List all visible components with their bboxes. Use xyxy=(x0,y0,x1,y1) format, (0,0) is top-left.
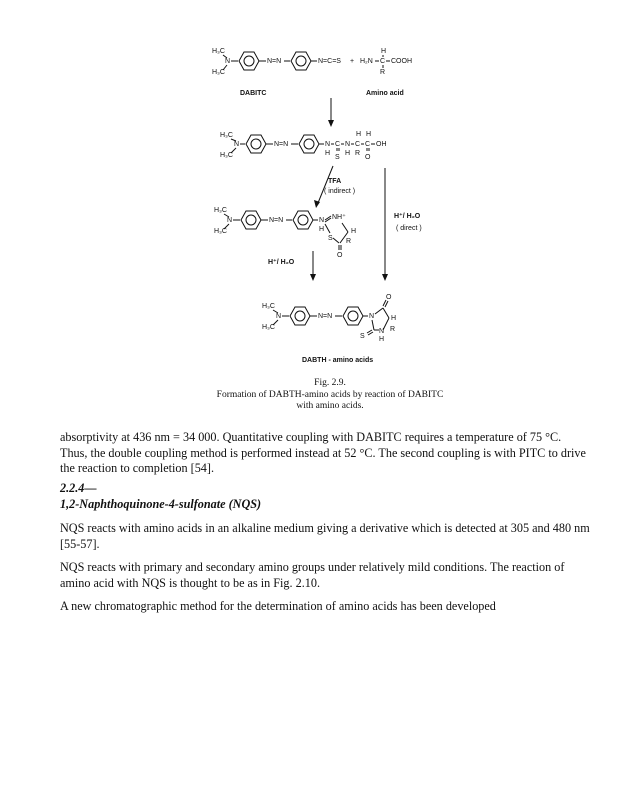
svg-text:O: O xyxy=(337,252,343,259)
caption-line-1: Formation of DABTH-amino acids by reaction of DABITC xyxy=(216,389,444,400)
svg-text:H₃C: H₃C xyxy=(220,152,233,159)
caption-line-2: with amino acids. xyxy=(296,401,364,411)
amino-acid-label: Amino acid xyxy=(366,90,404,97)
svg-text:N: N xyxy=(319,217,325,224)
svg-text:N=N: N=N xyxy=(274,141,289,148)
svg-text:NH⁺: NH⁺ xyxy=(332,214,346,221)
section-heading xyxy=(60,481,590,512)
svg-text:S: S xyxy=(335,154,340,161)
svg-text:OH: OH xyxy=(376,141,387,148)
svg-text:H: H xyxy=(319,226,325,233)
paragraph-nqs-alkaline: NQS reacts with amino acids in an alkaline medium giving a derivative which is detected at 305 and 480 nm [55-57]. xyxy=(60,521,590,551)
svg-text:H₃C: H₃C xyxy=(212,48,225,55)
svg-text:H: H xyxy=(366,131,372,138)
arrow-indirect xyxy=(314,166,333,208)
svg-text:COOH: COOH xyxy=(391,58,412,65)
svg-text:H: H xyxy=(391,315,397,322)
plus-sign: + xyxy=(350,58,355,65)
svg-text:N=N: N=N xyxy=(267,58,282,65)
svg-text:H: H xyxy=(356,131,362,138)
svg-text:H₃C: H₃C xyxy=(212,69,225,76)
svg-text:O: O xyxy=(365,154,371,161)
arrow-down-1 xyxy=(328,98,334,127)
direct-label: ( direct ) xyxy=(396,225,422,232)
svg-text:H: H xyxy=(351,228,357,235)
paragraph-absorptivity: absorptivity at 436 nm = 34 000. Quantitative coupling with DABITC requires a temperature of 75 °C. Thus, the double coupling method is performed instead at 52 °C. The second coupling is with PITC to drive the reaction to completion [54]. xyxy=(60,430,586,475)
svg-text:N: N xyxy=(369,313,375,320)
paragraph-nqs-amino-groups: NQS reacts with primary and secondary amino groups under relatively mild conditions. The reaction of amino acid with NQS is thought to be as in Fig. 2.10. xyxy=(60,560,565,590)
arrow-hydrolysis xyxy=(310,251,316,281)
svg-text:H₃C: H₃C xyxy=(220,132,233,139)
svg-text:N: N xyxy=(276,313,282,320)
svg-text:N: N xyxy=(234,141,240,148)
svg-text:N: N xyxy=(379,328,385,335)
svg-text:H: H xyxy=(325,150,331,157)
svg-text:N=N: N=N xyxy=(269,217,284,224)
figure-number: Fig. 2.9. xyxy=(314,378,346,388)
amino-acid-structure xyxy=(360,48,412,76)
svg-text:R: R xyxy=(380,69,386,76)
svg-text:H₃C: H₃C xyxy=(214,207,227,214)
section-title: 1,2-Naphthoquinone-4-sulfonate (NQS) xyxy=(60,496,262,511)
svg-text:N=N: N=N xyxy=(318,313,333,320)
svg-text:H: H xyxy=(345,150,351,157)
paragraph-chromatographic-method: A new chromatographic method for the determination of amino acids has been developed xyxy=(60,599,496,613)
indirect-label: ( indirect ) xyxy=(324,188,356,195)
svg-text:H₃C: H₃C xyxy=(214,228,227,235)
svg-text:R: R xyxy=(390,326,396,333)
svg-text:S: S xyxy=(328,235,333,242)
svg-text:N: N xyxy=(325,141,331,148)
svg-text:N: N xyxy=(345,141,351,148)
section-number: 2.2.4— xyxy=(60,481,97,495)
svg-text:S: S xyxy=(360,333,365,340)
svg-text:C: C xyxy=(335,141,341,148)
svg-text:H₂N: H₂N xyxy=(360,58,373,65)
svg-text:C: C xyxy=(365,141,371,148)
reaction-scheme-figure xyxy=(180,38,470,368)
dabth-product-structure xyxy=(262,294,396,343)
figure-caption xyxy=(160,378,500,413)
svg-text:C: C xyxy=(380,58,386,65)
svg-text:N: N xyxy=(225,58,231,65)
h-h2o-direct-label: H⁺/ H₂O xyxy=(394,213,421,220)
arrow-direct xyxy=(382,168,388,281)
svg-text:R: R xyxy=(355,150,361,157)
dabitc-structure xyxy=(212,48,341,76)
svg-text:R: R xyxy=(346,238,352,245)
svg-text:N=C=S: N=C=S xyxy=(318,58,341,65)
svg-text:C: C xyxy=(355,141,361,148)
thiourea-intermediate-structure xyxy=(220,131,387,161)
tfa-label: TFA xyxy=(328,178,342,185)
dabth-label: DABTH - amino acids xyxy=(302,357,374,364)
svg-text:O: O xyxy=(386,294,392,301)
h-h2o-label: H⁺/ H₂O xyxy=(268,259,295,266)
svg-text:H₃C: H₃C xyxy=(262,303,275,310)
svg-text:H: H xyxy=(381,48,387,55)
thiazolinone-intermediate-structure xyxy=(214,207,356,259)
svg-text:H: H xyxy=(379,336,385,343)
svg-text:N: N xyxy=(227,217,233,224)
dabitc-label: DABITC xyxy=(240,90,267,97)
svg-text:H₃C: H₃C xyxy=(262,324,275,331)
